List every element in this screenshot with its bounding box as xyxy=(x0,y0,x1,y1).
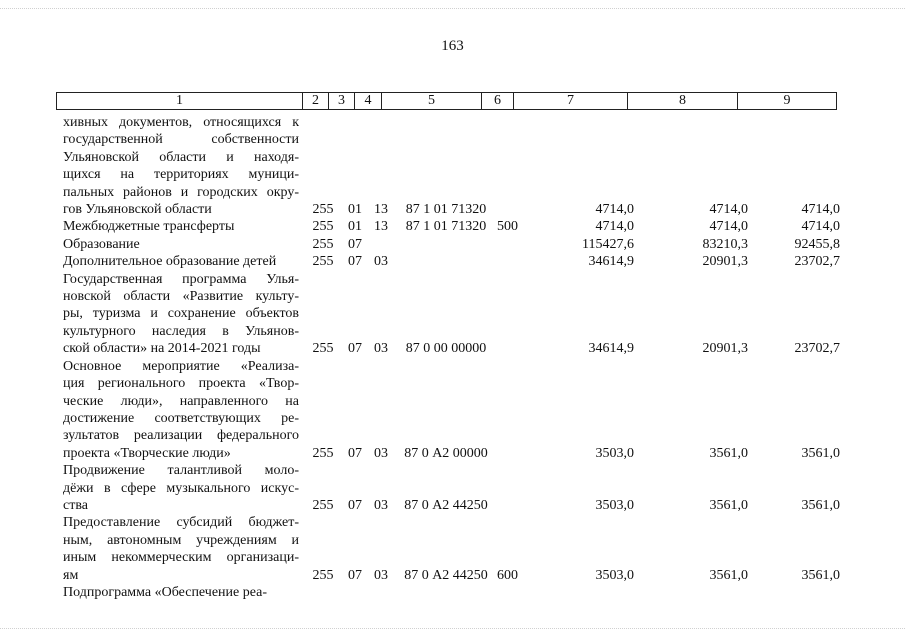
cell-c9: 4714,0 xyxy=(801,202,840,218)
cell-c6: 600 xyxy=(497,567,518,583)
table-row xyxy=(63,114,840,218)
cell-c4: 13 xyxy=(374,219,388,235)
scan-artifact-bottom xyxy=(0,628,905,632)
row-label-line: проекта «Творческие люди» xyxy=(63,445,231,461)
cell-c5: 87 1 01 71320 xyxy=(405,202,487,218)
cell-c2: 255 xyxy=(312,497,334,513)
cell-c9: 4714,0 xyxy=(801,219,840,235)
row-label xyxy=(63,514,299,584)
header-col-5: 5 xyxy=(382,93,482,109)
cell-c4: 03 xyxy=(374,254,388,270)
table-row xyxy=(63,218,840,235)
cell-c8: 20901,3 xyxy=(702,341,748,357)
header-col-7: 7 xyxy=(514,93,628,109)
cell-c2: 255 xyxy=(312,254,334,270)
cell-c7: 4714,0 xyxy=(595,219,634,235)
row-label-line: пальных районов и городских окру- xyxy=(63,184,299,200)
cell-c8: 4714,0 xyxy=(709,219,748,235)
cell-c2: 255 xyxy=(312,445,334,461)
cell-c5: 87 0 00 00000 xyxy=(405,341,487,357)
header-col-4: 4 xyxy=(355,93,382,109)
cell-c3: 07 xyxy=(348,567,362,583)
table-row xyxy=(63,236,840,253)
cell-c5: 87 0 А2 44250 xyxy=(404,497,488,513)
row-label-line: иным некоммерческим организаци- xyxy=(63,550,299,566)
row-label xyxy=(63,218,299,235)
row-label-line: Образование xyxy=(63,236,140,252)
cell-c2: 255 xyxy=(312,219,334,235)
cell-c2: 255 xyxy=(312,341,334,357)
cell-c7: 115427,6 xyxy=(582,236,634,252)
header-col-3: 3 xyxy=(329,93,355,109)
row-label-line: Межбюджетные трансферты xyxy=(63,219,235,235)
cell-c4: 03 xyxy=(374,567,388,583)
table-row xyxy=(63,462,840,514)
row-label-line: щихся на территориях муници- xyxy=(63,167,299,183)
cell-c4: 03 xyxy=(374,497,388,513)
cell-c8: 83210,3 xyxy=(702,236,748,252)
row-label-line: Продвижение талантливой моло- xyxy=(63,463,299,479)
row-label-line: достижение соответствующих ре- xyxy=(63,410,299,426)
row-label-line: хивных документов, относящихся к xyxy=(63,115,299,130)
cell-c8: 4714,0 xyxy=(709,202,748,218)
cell-c8: 3561,0 xyxy=(709,567,748,583)
scan-artifact-top xyxy=(0,8,905,12)
row-label-line: гов Ульяновской области xyxy=(63,202,212,218)
header-col-8: 8 xyxy=(628,93,738,109)
cell-c3: 01 xyxy=(348,219,362,235)
cell-c5: 87 0 А2 00000 xyxy=(404,445,488,461)
row-label-line: ным, автономным учреждениям и xyxy=(63,532,299,548)
cell-c3: 07 xyxy=(348,445,362,461)
cell-c5: 87 1 01 71320 xyxy=(405,219,487,235)
table-header-row xyxy=(56,92,837,110)
cell-c9: 3561,0 xyxy=(801,567,840,583)
cell-c7: 34614,9 xyxy=(588,254,634,270)
table-row xyxy=(63,514,840,584)
table-row xyxy=(63,584,840,601)
table-row xyxy=(63,253,840,270)
page-number: 163 xyxy=(441,38,464,54)
row-label-line: зультатов реализации федерального xyxy=(63,428,299,444)
cell-c9: 23702,7 xyxy=(794,341,840,357)
cell-c4: 13 xyxy=(374,202,388,218)
row-label-line: ры, туризма и сохранение объектов xyxy=(63,306,299,322)
row-label-line: Подпрограмма «Обеспечение реа- xyxy=(63,584,268,600)
row-label xyxy=(63,358,299,462)
cell-c7: 4714,0 xyxy=(595,202,634,218)
cell-c9: 92455,8 xyxy=(794,236,840,252)
row-label-line: Предоставление субсидий бюджет- xyxy=(63,515,299,531)
cell-c4: 03 xyxy=(374,341,388,357)
cell-c2: 255 xyxy=(312,202,334,218)
cell-c3: 07 xyxy=(348,497,362,513)
cell-c3: 01 xyxy=(348,202,362,218)
cell-c8: 3561,0 xyxy=(709,497,748,513)
table-row xyxy=(63,271,840,358)
row-label xyxy=(63,271,299,358)
row-label-line: ческие люди», направленного на xyxy=(63,393,299,409)
cell-c3: 07 xyxy=(348,341,362,357)
cell-c9: 23702,7 xyxy=(794,254,840,270)
row-label-line: ской области» на 2014-2021 годы xyxy=(63,341,261,357)
row-label xyxy=(63,462,299,514)
cell-c7: 3503,0 xyxy=(595,567,634,583)
cell-c6: 500 xyxy=(497,219,518,235)
row-label xyxy=(63,584,299,601)
cell-c2: 255 xyxy=(312,567,334,583)
row-label-line: дёжи в сфере музыкального искус- xyxy=(63,480,299,496)
row-label xyxy=(63,236,299,253)
row-label xyxy=(63,253,299,270)
row-label-line: Основное мероприятие «Реализа- xyxy=(63,358,299,374)
cell-c7: 3503,0 xyxy=(595,497,634,513)
cell-c9: 3561,0 xyxy=(801,445,840,461)
cell-c3: 07 xyxy=(348,254,362,270)
row-label-line: ства xyxy=(63,497,88,513)
cell-c4: 03 xyxy=(374,445,388,461)
header-col-6: 6 xyxy=(482,93,514,109)
header-col-2: 2 xyxy=(303,93,329,109)
cell-c9: 3561,0 xyxy=(801,497,840,513)
row-label-line: Дополнительное образование детей xyxy=(63,254,277,270)
cell-c8: 20901,3 xyxy=(702,254,748,270)
cell-c3: 07 xyxy=(348,236,362,252)
table-row xyxy=(63,358,840,462)
cell-c8: 3561,0 xyxy=(709,445,748,461)
header-col-1: 1 xyxy=(57,93,303,109)
row-label-line: государственной собственности xyxy=(63,132,299,148)
table-body xyxy=(63,114,840,601)
header-col-9: 9 xyxy=(783,93,791,108)
row-label-line: Государственная программа Улья- xyxy=(63,271,299,287)
row-label xyxy=(63,114,299,218)
cell-c7: 34614,9 xyxy=(588,341,634,357)
cell-c5: 87 0 А2 44250 xyxy=(404,567,488,583)
row-label-line: ям xyxy=(63,567,79,583)
cell-c7: 3503,0 xyxy=(595,445,634,461)
cell-c2: 255 xyxy=(312,236,334,252)
row-label-line: новской области «Развитие культу- xyxy=(63,289,299,305)
row-label-line: Ульяновской области и находя- xyxy=(63,149,299,165)
row-label-line: ция регионального проекта «Твор- xyxy=(63,376,299,392)
row-label-line: культурного наследия в Ульянов- xyxy=(63,323,299,339)
